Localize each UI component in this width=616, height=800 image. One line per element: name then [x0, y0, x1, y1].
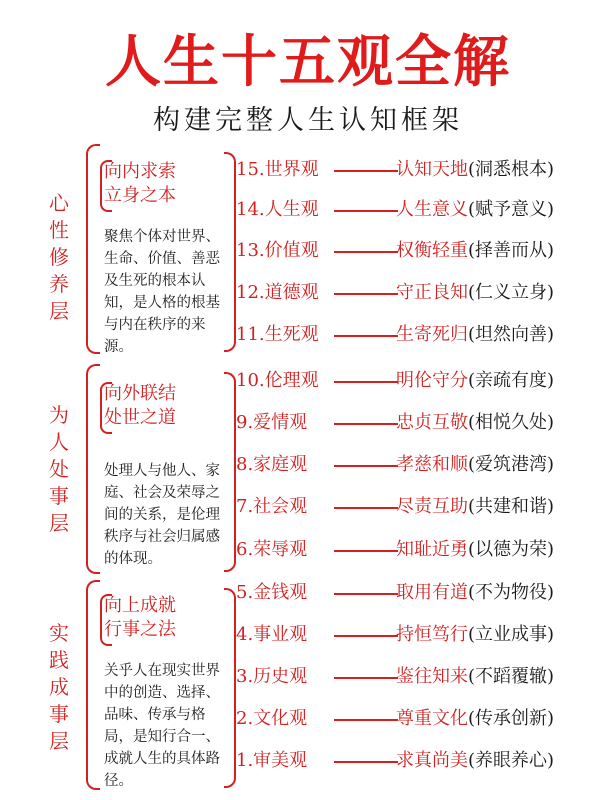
item-name: 11.生死观	[236, 324, 319, 345]
item-value	[396, 578, 554, 608]
item-name: 8.家庭观	[236, 454, 308, 475]
item-value	[396, 620, 554, 650]
layer-description: 聚焦个体对世界、生命、价值、善恶及生死的根本认知，是人格的根基与内在秩序的来源。	[104, 229, 220, 355]
item-value-text: 孝慈和顺	[396, 454, 468, 475]
item-value-text: 认知天地	[396, 159, 468, 180]
item-name: 14.人生观	[236, 199, 319, 220]
outer-brace	[86, 144, 100, 354]
item-name: 12.道德观	[236, 282, 319, 303]
right-brace	[224, 588, 236, 788]
item-name: 10.伦理观	[236, 370, 319, 391]
tagline-line-2: 立身之本	[104, 185, 176, 206]
dash-line	[334, 170, 398, 172]
item-value	[396, 408, 554, 438]
right-brace	[224, 372, 236, 572]
item-value-text: 知耻近勇	[396, 539, 468, 560]
right-brace	[224, 152, 236, 352]
layer-tagline	[104, 594, 224, 642]
item-note: (不蹈覆辙)	[468, 666, 555, 687]
item-name: 13.价值观	[236, 240, 319, 261]
item-note: (共建和谐)	[468, 496, 555, 517]
dash-line	[334, 550, 398, 552]
item-name: 7.社会观	[236, 496, 308, 517]
item-note: (养眼养心)	[468, 750, 555, 771]
tagline-line-1: 向外联结	[104, 383, 176, 404]
item-value	[396, 155, 554, 185]
item-row	[236, 236, 606, 266]
dash-line	[334, 507, 398, 509]
item-note: (亲疏有度)	[468, 370, 555, 391]
item-note: (以德为荣)	[468, 539, 555, 560]
layer-name: 为人处事层	[49, 403, 69, 535]
item-value-text: 尽责互助	[396, 496, 468, 517]
item-row	[236, 408, 606, 438]
item-value-text: 鉴往知来	[396, 666, 468, 687]
dash-line	[334, 251, 398, 253]
item-value-text: 持恒笃行	[396, 624, 468, 645]
item-name: 5.金钱观	[236, 582, 308, 603]
item-value	[396, 450, 554, 480]
item-value	[396, 366, 554, 396]
item-value-text: 权衡轻重	[396, 240, 468, 261]
item-value	[396, 492, 554, 522]
outer-brace	[86, 364, 100, 574]
layer-tagline	[104, 382, 224, 430]
dash-line	[334, 593, 398, 595]
item-value-text: 忠贞互敬	[396, 412, 468, 433]
dash-line	[334, 335, 398, 337]
dash-line	[334, 293, 398, 295]
item-note: (传承创新)	[468, 708, 555, 729]
layer-description: 关乎人在现实世界中的创造、选择、品味、传承与格局，是知行合一、成就人生的具体路径。	[104, 663, 220, 789]
item-note: (仁义立身)	[468, 282, 555, 303]
item-value	[396, 662, 554, 692]
tagline-line-2: 行事之法	[104, 619, 176, 640]
item-value-text: 守正良知	[396, 282, 468, 303]
item-note: (择善而从)	[468, 240, 555, 261]
item-value-text: 人生意义	[396, 199, 468, 220]
item-value	[396, 320, 554, 350]
dash-line	[334, 719, 398, 721]
item-value	[396, 236, 554, 266]
item-row	[236, 450, 606, 480]
dash-line	[334, 761, 398, 763]
tagline-line-1: 向内求索	[104, 161, 176, 182]
item-value	[396, 746, 554, 776]
page-title: 人生十五观全解	[105, 30, 511, 95]
dash-line	[334, 210, 398, 212]
item-row	[236, 155, 606, 185]
item-row	[236, 578, 606, 608]
item-row	[236, 278, 606, 308]
layer-tagline	[104, 160, 224, 208]
dash-line	[334, 381, 398, 383]
layer-description: 处理人与他人、家庭、社会及荣辱之间的关系，是伦理秩序与社会归属感的体现。	[104, 463, 220, 567]
item-note: (坦然向善)	[468, 324, 555, 345]
dash-line	[334, 423, 398, 425]
item-value	[396, 278, 554, 308]
page-subtitle: 构建完整人生认知框架	[153, 105, 463, 136]
item-row	[236, 535, 606, 565]
layer-name: 实践成事层	[49, 621, 69, 753]
dash-line	[334, 677, 398, 679]
dash-line	[334, 465, 398, 467]
layer-name: 心性修养层	[49, 191, 69, 323]
item-value-text: 明伦守分	[396, 370, 468, 391]
outer-brace	[86, 580, 100, 790]
item-row	[236, 195, 606, 225]
item-value	[396, 704, 554, 734]
item-name: 15.世界观	[236, 159, 319, 180]
item-note: (相悦久处)	[468, 412, 555, 433]
item-row	[236, 492, 606, 522]
item-note: (立业成事)	[468, 624, 555, 645]
dash-line	[334, 635, 398, 637]
item-row	[236, 746, 606, 776]
item-name: 3.历史观	[236, 666, 308, 687]
tagline-line-2: 处世之道	[104, 407, 176, 428]
item-row	[236, 704, 606, 734]
item-value	[396, 535, 554, 565]
item-row	[236, 620, 606, 650]
item-value-text: 取用有道	[396, 582, 468, 603]
item-row	[236, 320, 606, 350]
item-note: (不为物役)	[468, 582, 555, 603]
item-note: (赋予意义)	[468, 199, 555, 220]
item-name: 6.荣辱观	[236, 539, 308, 560]
item-name: 2.文化观	[236, 708, 308, 729]
item-row	[236, 662, 606, 692]
item-value-text: 求真尚美	[396, 750, 468, 771]
item-row	[236, 366, 606, 396]
item-value-text: 尊重文化	[396, 708, 468, 729]
item-name: 9.爱情观	[236, 412, 308, 433]
item-value	[396, 195, 554, 225]
tagline-line-1: 向上成就	[104, 595, 176, 616]
item-note: (洞悉根本)	[468, 159, 555, 180]
item-value-text: 生寄死归	[396, 324, 468, 345]
item-name: 4.事业观	[236, 624, 308, 645]
item-name: 1.审美观	[236, 750, 308, 771]
item-note: (爱筑港湾)	[468, 454, 555, 475]
